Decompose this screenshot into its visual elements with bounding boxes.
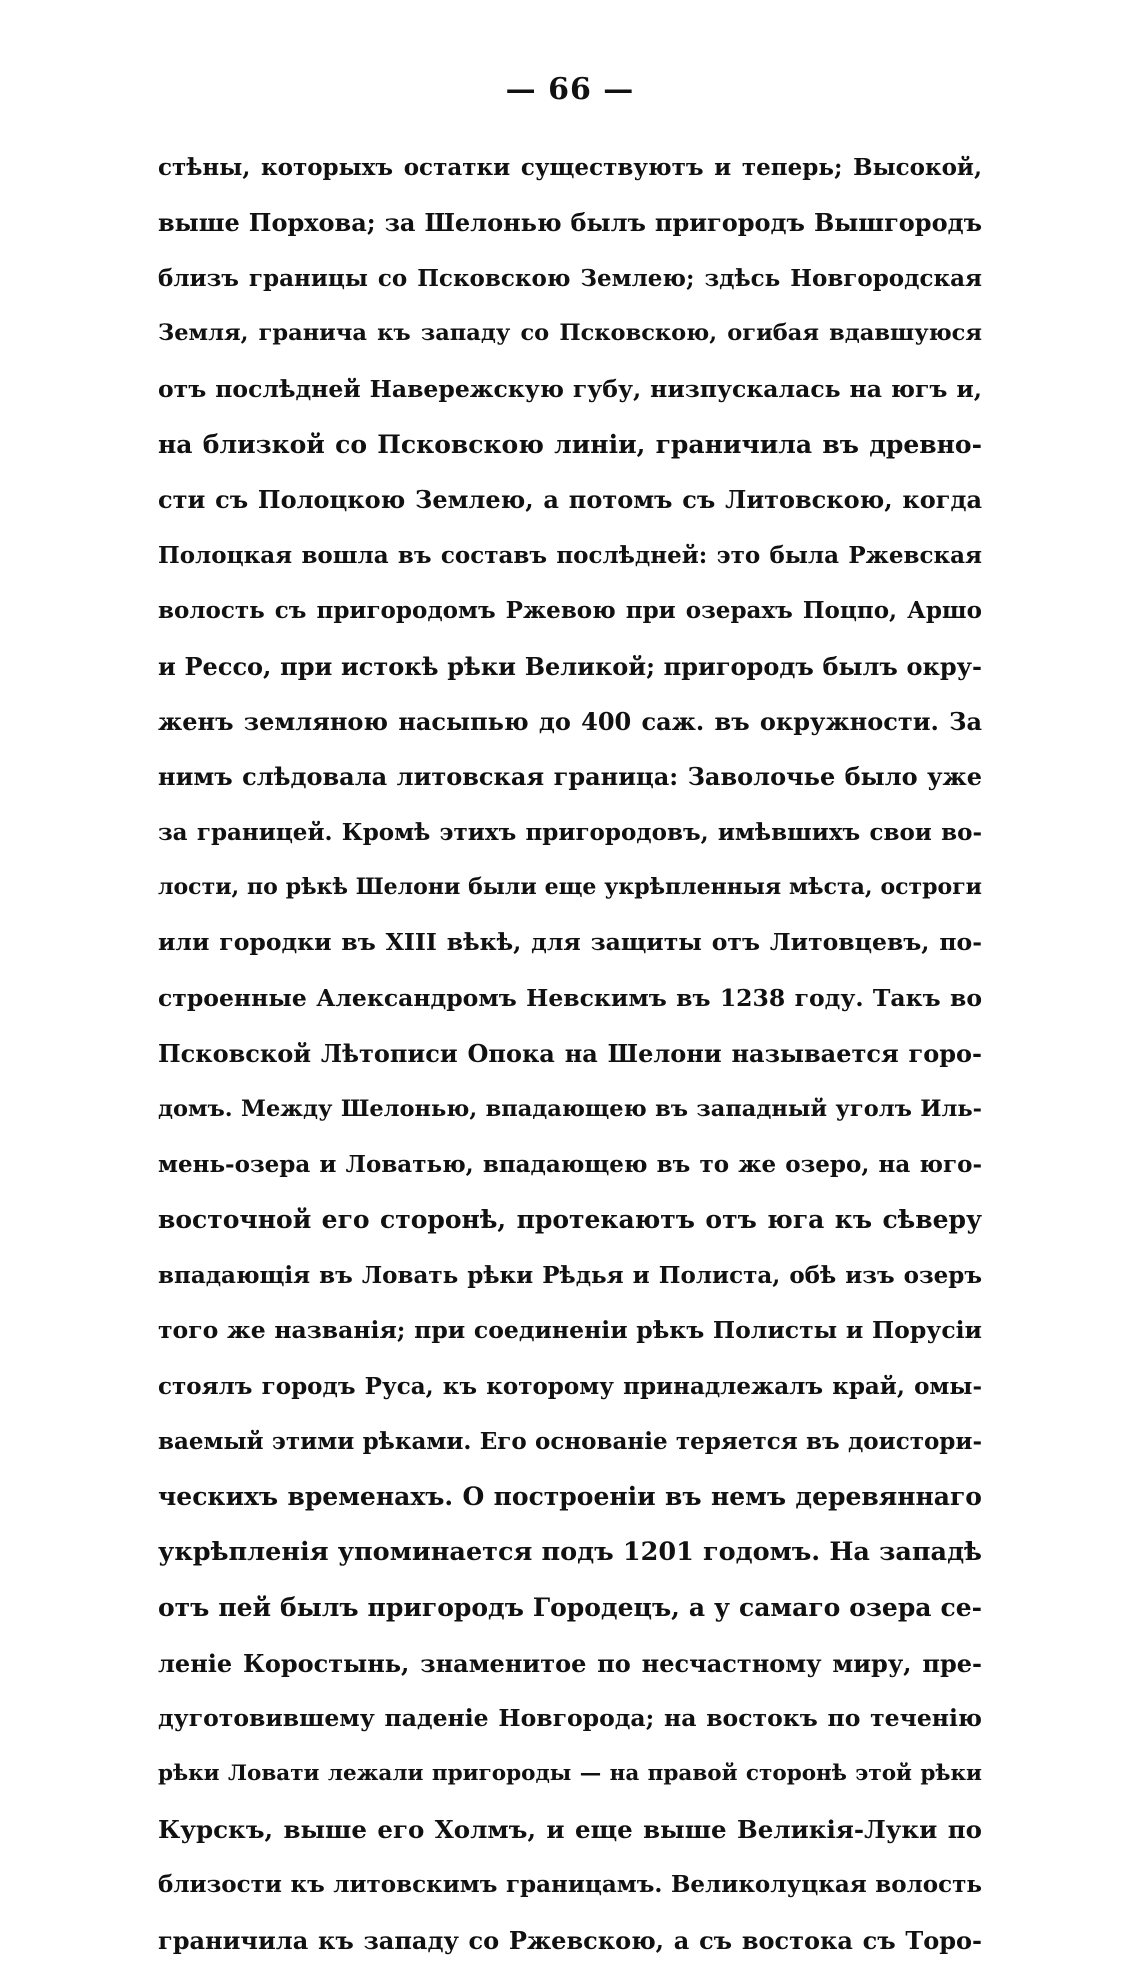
- text-line: Курскъ, выше его Холмъ, и еще выше Великія-Луки по: [158, 1814, 982, 1844]
- text-line: рѣки Ловати лежали пригороды — на правой сторонѣ этой рѣки: [158, 1761, 982, 1787]
- text-line: стѣны, которыхъ остатки существуютъ и теперь; Высокой,: [158, 154, 982, 181]
- text-line: близъ границы со Псковскою Землею; здѣсь Новгородская: [158, 264, 982, 292]
- text-line: Псковской Лѣтописи Опока на Шелони называется горо-: [158, 1039, 982, 1069]
- text-line: Земля, гранича къ западу со Псковскою, огибая вдавшуюся: [158, 320, 982, 347]
- text-line: отъ пей былъ пригородъ Городецъ, а у самаго озера се-: [158, 1593, 982, 1623]
- page-number: — 66 —: [505, 72, 635, 107]
- text-line: сти съ Полоцкою Землею, а потомъ съ Литовскою, когда: [158, 485, 982, 515]
- text-line: волость съ пригородомъ Ржевою при озерахъ Поцпо, Аршо: [158, 597, 982, 625]
- text-line: ваемый этими рѣками. Его основаніе теряется въ доистори-: [158, 1427, 982, 1455]
- text-line: ческихъ временахъ. О построеніи въ немъ деревяннаго: [158, 1482, 982, 1512]
- text-line: нимъ слѣдовала литовская граница: Заволочье было уже: [158, 762, 982, 792]
- text-line: граничила къ западу со Ржевскою, а съ востока съ Торо-: [158, 1925, 982, 1955]
- text-line: дуготовившему паденіе Новгорода; на востокъ по теченію: [158, 1703, 982, 1732]
- text-line: леніе Коростынь, знаменитое по несчастному миру, пре-: [158, 1648, 982, 1678]
- text-line: за границей. Кромѣ этихъ пригородовъ, имѣвшихъ свои во-: [158, 818, 982, 846]
- text-line: того же названія; при соединеніи рѣкъ Полисты и Порусіи: [158, 1316, 982, 1345]
- text-line: укрѣпленія упоминается подъ 1201 годомъ. На западѣ: [158, 1536, 982, 1567]
- text-line: лости, по рѣкѣ Шелони были еще укрѣпленныя мѣста, остроги: [158, 874, 982, 901]
- text-line: или городки въ XIII вѣкѣ, для защиты отъ Литовцевъ, по-: [158, 928, 982, 957]
- text-line: стоялъ городъ Руса, къ которому принадлежалъ край, омы-: [158, 1372, 982, 1400]
- text-line: близости къ литовскимъ границамъ. Великолуцкая волость: [158, 1871, 982, 1899]
- text-line: отъ послѣдней Навережскую губу, низпускалась на югъ и,: [158, 374, 982, 403]
- text-line: Полоцкая вошла въ составъ послѣдней: это была Ржевская: [158, 541, 982, 569]
- text-line: и Рессо, при истокѣ рѣки Великой; пригородъ былъ окру-: [158, 651, 982, 681]
- text-line: на близкой со Псковскою линіи, граничила въ древно-: [158, 429, 982, 459]
- body-text: [158, 140, 982, 1968]
- text-line: мень-озера и Ловатью, впадающею въ то же озеро, на юго-: [158, 1151, 982, 1179]
- text-line: выше Порхова; за Шелонью былъ пригородъ Вышгородъ: [158, 208, 982, 238]
- text-line: женъ земляною насыпью до 400 саж. въ окружности. За: [158, 706, 982, 736]
- text-line: впадающія въ Ловать рѣки Рѣдья и Полиста, обѣ изъ озеръ: [158, 1261, 982, 1289]
- text-line: восточной его сторонѣ, протекаютъ отъ юга къ сѣверу: [158, 1205, 982, 1235]
- text-line: домъ. Между Шелонью, впадающею въ западный уголъ Иль-: [158, 1095, 982, 1122]
- text-line: строенные Александромъ Невскимъ въ 1238 году. Такъ во: [158, 983, 982, 1012]
